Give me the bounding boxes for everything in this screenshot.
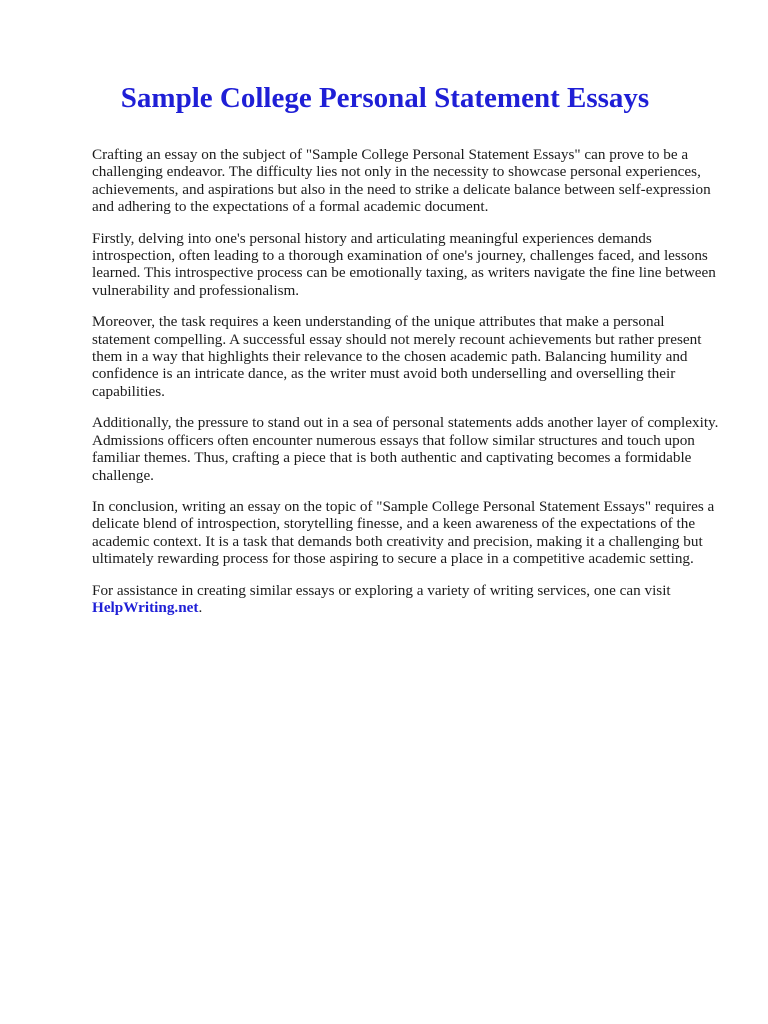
- helpwriting-link[interactable]: HelpWriting.net: [92, 598, 199, 616]
- paragraph-conclusion: In conclusion, writing an essay on the topic of "Sample College Personal Statement Essays" requires a delicate blend of introspection, storytelling finesse, and a keen awareness of the expectations of the academic context. It is a task that demands both creativity and precision, making it a challenging but ultimately rewarding process for those aspiring to secure a place in a competitive academic setting.: [92, 497, 715, 568]
- paragraph-firstly: Firstly, delving into one's personal history and articulating meaningful experiences demands introspection, often leading to a thorough examination of one's journey, challenges faced, and lessons learned. This introspective process can be emotionally taxing, as writers navigate the fine line between vulnerability and professionalism.: [92, 229, 716, 299]
- paragraph-closing: [92, 582, 722, 617]
- paragraph-intro: Crafting an essay on the subject of "Sample College Personal Statement Essays" can prove to be a challenging endeavor. The difficulty lies not only in the necessity to showcase personal experiences, achievements, and aspirations but also in the need to strike a delicate balance between self-expression and adhering to the expectations of a formal academic document.: [92, 146, 711, 216]
- closing-text: For assistance in creating similar essays or exploring a variety of writing services, one can visit: [92, 581, 671, 599]
- paragraph-additionally: Additionally, the pressure to stand out in a sea of personal statements adds another layer of complexity. Admissions officers often encounter numerous essays that follow similar structures and touch upon familiar themes. Thus, crafting a piece that is both authentic and captivating becomes a formidable challenge.: [92, 414, 719, 484]
- document-title: Sample College Personal Statement Essays: [120, 82, 650, 114]
- closing-trailing: .: [198, 598, 203, 616]
- paragraph-moreover: Moreover, the task requires a keen understanding of the unique attributes that make a personal statement compelling. A successful essay should not merely recount achievements but rather present them in a way that highlights their relevance to the chosen academic path. Balancing humility and confidence is an intricate dance, as the writer must avoid both underselling and overselling their capabilities.: [92, 313, 702, 400]
